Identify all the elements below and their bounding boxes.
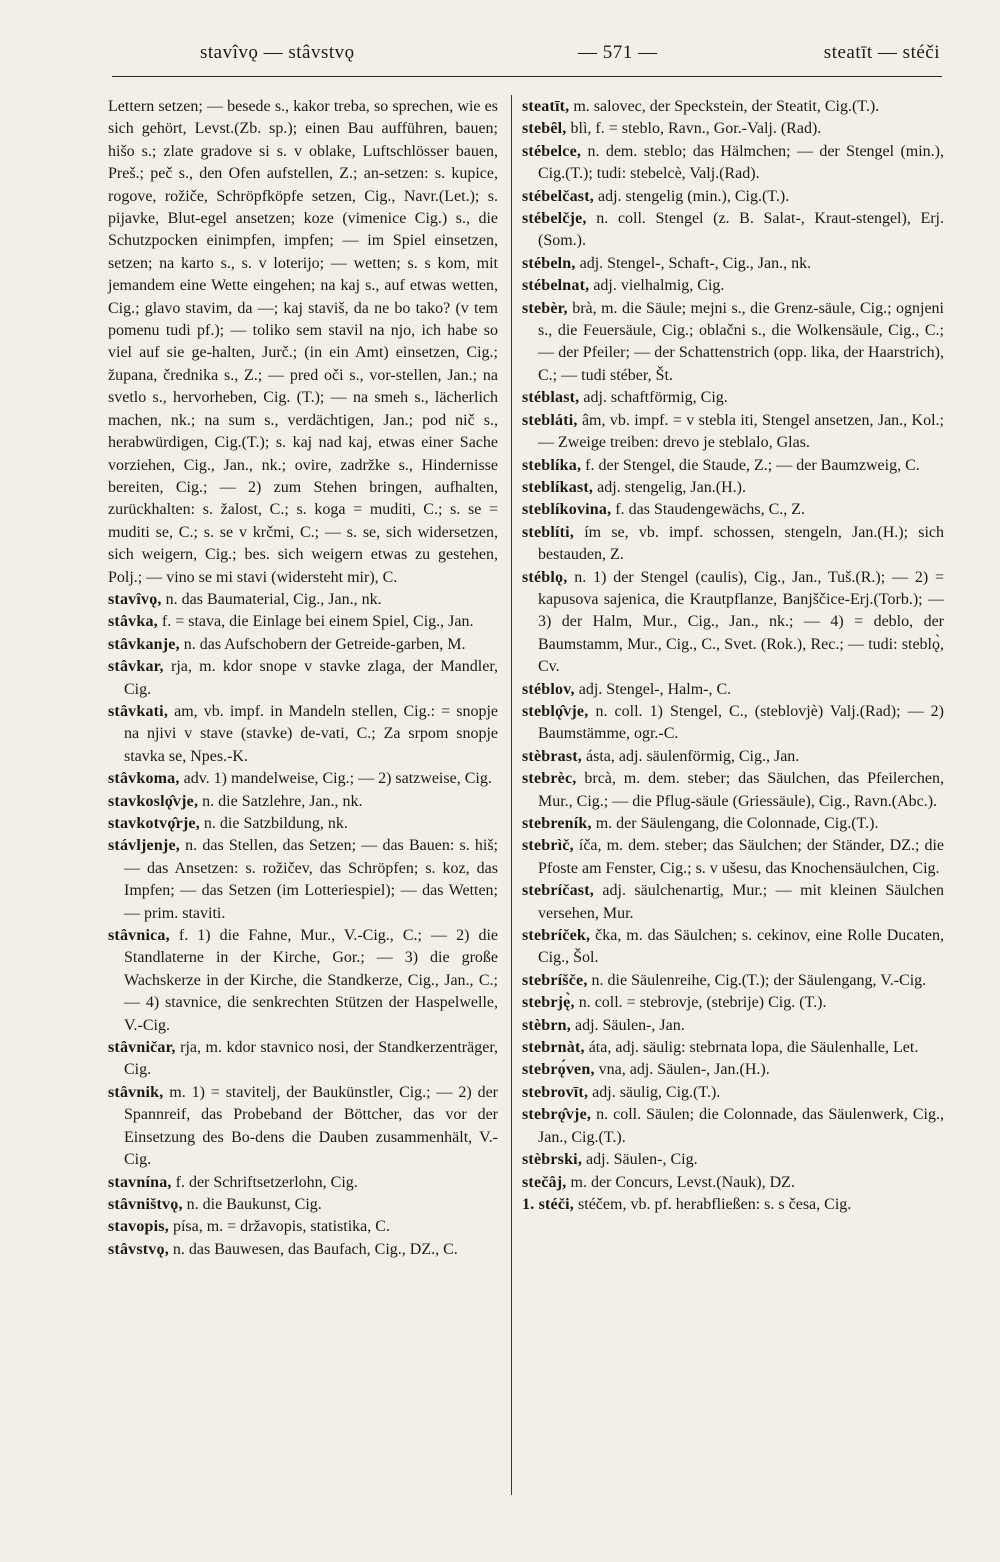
dictionary-entry	[522, 813, 944, 835]
entry-headword: stebrnàt,	[522, 1039, 585, 1057]
dictionary-entry	[108, 634, 498, 656]
dictionary-entry	[522, 1194, 944, 1216]
dictionary-entry	[522, 1082, 944, 1104]
dictionary-entry	[522, 118, 944, 140]
entry-headword: stavnína,	[108, 1173, 172, 1191]
entry-definition: rja, m. kdor stavnico nosi, der Standkerzenträger, Cig.	[124, 1039, 499, 1079]
header-rule	[112, 76, 942, 77]
dictionary-entry	[108, 589, 498, 611]
dictionary-entry	[108, 1172, 498, 1194]
dictionary-entry	[522, 410, 944, 455]
dictionary-entry	[108, 768, 498, 790]
entry-headword: stèbrast,	[522, 747, 583, 765]
entry-definition: n. das Bauwesen, das Baufach, Cig., DZ., C.	[172, 1240, 458, 1258]
dictionary-entry	[522, 701, 944, 746]
entry-definition: n. das Baumaterial, Cig., Jan., nk.	[165, 590, 382, 608]
entry-definition: adj. schaftförmig, Cig.	[583, 389, 728, 407]
dictionary-entry	[522, 298, 944, 388]
entry-headword: stebríčast,	[522, 882, 594, 900]
dictionary-entry	[522, 455, 944, 477]
page-number: — 571 —	[578, 42, 658, 63]
entry-headword: stébeln,	[522, 254, 576, 272]
dictionary-entry	[522, 1037, 944, 1059]
entry-headword: steblǫ̂vje,	[522, 702, 589, 720]
entry-headword: stebrǫ̂vje,	[522, 1106, 592, 1124]
dictionary-entry	[522, 1059, 944, 1081]
entry-definition: m. der Concurs, Levst.(Nauk), DZ.	[570, 1173, 795, 1191]
entry-definition: adj. stengelig (min.), Cig.(T.).	[597, 187, 790, 205]
entry-headword: stebrovīt,	[522, 1083, 589, 1101]
entry-definition: n. coll. 1) Stengel, C., (steblovjè) Valj.(Rad); — 2) Baumstämme, ogr.-C.	[538, 702, 945, 743]
dictionary-entry	[108, 1082, 498, 1172]
dictionary-entry	[108, 656, 498, 701]
entry-definition: blì, f. = steblo, Ravn., Gor.-Valj. (Rad).	[570, 120, 822, 138]
entry-headword: stâvnica,	[108, 927, 170, 945]
entry-definition: adj. Säulen-, Jan.	[574, 1016, 685, 1034]
entry-headword: stebèr,	[522, 299, 568, 317]
entry-headword: stavopis,	[108, 1218, 169, 1236]
entry-definition: f. 1) die Fahne, Mur., V.-Cig., C.; — 2) die Standlaterne in der Kirche, Gor.; — 3) die große Wachskerze in der Kirche, die Standkerze, Cig., Jan., C.; — 4) stavnice, die senkrechten Stützen der Haspelwelle, V.-Cig.	[124, 927, 498, 1034]
entry-definition: n. das Stellen, das Setzen; — das Bauen: s. hiš; — das Ansetzen: s. rožičev, das Schröpfen; s. koz, das Impfen; — das Setzen (im Lotteriespiel); — das Wetten; — prim. staviti.	[124, 837, 498, 922]
entry-headword: steblíti,	[522, 523, 575, 541]
column-divider	[511, 95, 512, 1495]
entry-headword: 1. stéči,	[522, 1195, 575, 1213]
entry-definition: n. coll. Säulen; die Colonnade, das Säulenwerk, Cig., Jan., Cig.(T.).	[538, 1106, 945, 1146]
entry-definition: n. die Säulenreihe, Cig.(T.); der Säulengang, V.-Cig.	[591, 971, 927, 989]
entry-headword: stečâj,	[522, 1173, 567, 1191]
entry-headword: stâvka,	[108, 613, 158, 631]
entry-definition: adj. Stengel-, Halm-, C.	[578, 680, 732, 698]
entry-definition: brà, m. die Säule; mejni s., die Grenz-säule, Cig.; ognjeni s., die Feuersäule, Cig.; oblačni s., die Wolkensäule, Cig., C.; — der Pfeiler; — der Schattenstrich (opp. lika, der Haarstrich), C.; — tudi stéber, Št.	[538, 299, 945, 384]
dictionary-entry	[522, 253, 944, 275]
dictionary-entry	[108, 96, 498, 589]
dictionary-entry	[522, 96, 944, 118]
entry-headword: stébelnat,	[522, 277, 590, 295]
right-column	[522, 96, 944, 1216]
dictionary-entry	[108, 791, 498, 813]
entry-headword: stebrǫ́ven,	[522, 1061, 595, 1079]
entry-headword: stâvkoma,	[108, 770, 180, 788]
entry-definition: adv. 1) mandelweise, Cig.; — 2) satzweise, Cig.	[183, 770, 492, 788]
entry-definition: m. der Säulengang, die Colonnade, Cig.(T.).	[595, 815, 879, 832]
dictionary-entry	[108, 701, 498, 768]
entry-definition: brcà, m. dem. steber; das Säulchen, das Pfeilerchen, Mur., Cig.; — die Pflug-säule (Griessäule), Cig., Ravn.(Abc.).	[538, 770, 945, 810]
entry-definition: n. coll. = stebrovje, (stebrije) Cig. (T.).	[578, 994, 827, 1012]
dictionary-entry	[108, 611, 498, 633]
entry-definition: vna, adj. Säulen-, Jan.(H.).	[598, 1061, 770, 1079]
entry-headword: stâvnik,	[108, 1083, 164, 1101]
entry-headword: stâvništvǫ,	[108, 1195, 183, 1213]
entry-definition: adj. Säulen-, Cig.	[586, 1151, 698, 1169]
entry-definition: âm, vb. impf. = v stebla iti, Stengel ansetzen, Jan., Kol.; — Zweige treiben: drevo je steblalo, Glas.	[538, 411, 944, 452]
dictionary-entry	[522, 567, 944, 679]
entry-headword: stebríček,	[522, 927, 591, 945]
entry-definition: am, vb. impf. in Mandeln stellen, Cig.: = snopje na njivi v stave (stavke) de-vati, C.; Za srpom snopje stavka se, Npes.-K.	[124, 702, 499, 765]
entry-headword: stébelčje,	[522, 210, 587, 228]
dictionary-entry	[108, 835, 498, 925]
entry-definition: adj. säulchenartig, Mur.; — mit kleinen Säulchen versehen, Mur.	[538, 882, 945, 922]
dictionary-entry	[522, 522, 944, 567]
dictionary-entry	[108, 925, 498, 1037]
dictionary-entry	[522, 186, 944, 208]
entry-definition: f. der Stengel, die Staude, Z.; — der Baumzweig, C.	[585, 456, 920, 474]
entry-definition: n. dem. steblo; das Hälmchen; — der Stengel (min.), Cig.(T.); tudi: stebelcè, Valj.(Rad).	[538, 142, 945, 183]
entry-headword: stèbrski,	[522, 1151, 583, 1169]
dictionary-entry	[522, 925, 944, 970]
entry-definition: n. das Aufschobern der Getreide-garben, M.	[183, 635, 466, 653]
left-column	[108, 96, 498, 1261]
entry-headword: stavkoslǫ̂vje,	[108, 792, 199, 810]
entry-headword: stèbrn,	[522, 1016, 571, 1034]
entry-definition: f. = stava, die Einlage bei einem Spiel, Cig., Jan.	[161, 613, 474, 631]
entry-definition: n. die Satzbildung, nk.	[203, 815, 348, 832]
entry-definition: Lettern setzen; — besede s., kakor treba, so sprechen, wie es sich gehört, Levst.(Zb. sp.); einen Bau aufführen, bauen; hišo s.; zlate gradove si s. v oblake, Luftschlösser bauen, Preš.; peč s., den Ofen aufstellen, Z.; an-setzen: s. kupice, rogove, rožiče, Schröpfköpfe setzen, Cig., Navr.(Let.); s. pijavke, Blut-egel ansetzen; koze (vimenice Cig.) s., die Schutzpocken einimpfen, impfen; — im Spiel einsetzen, setzen; na karto s., s. v loterijo; — wetten; s. s kom, mit jemandem eine Wette eingehen; na kaj s., auf etwas wetten, Cig.; glavo stavim, da —; kaj staviš, da ne bo tako? (v tem pomenu tudi pf.); — toliko sem stavil na njo, ich habe so viel auf sie ge-halten, Jurč.; (in ein Amt) einsetzen, Cig.; župana, črednika s., Z.; — pred oči s., vor-stellen, Jan.; na svetlo s., hervorheben, Cig. (T.); — na smeh s., lächerlich machen, nk.; na sum s., verdächtigen, Jan.; pod nič s., herabwürdigen, Cig.(T.); s. kaj nad kaj, etwas einer Sache vorziehen, Cig., Jan., nk.; ovire, zadržke s., Hindernisse bereiten, Cig.; — 2) zum Stehen bringen, aufhalten, zurückhalten: s. žalost, C.; s. koga = muditi, C.; s. se = muditi se, C.; s. se v krčmi, C.; — s. se, sich widersetzen, sich weigern, Cig.; bes. sich weigern etwas zu gestehen, Polj.; — vino se mi stavi (widersteht mir), C.	[108, 98, 498, 586]
entry-definition: rja, m. kdor snope v stavke zlaga, der Mandler, Cig.	[124, 658, 499, 698]
entry-definition: m. 1) = stavitelj, der Baukünstler, Cig.; — 2) der Spannreif, das Probeband der Böttcher, das vor der Einsetzung des Bo-dens die Dauben zusammenhält, V.-Cig.	[124, 1083, 498, 1169]
dictionary-entry	[522, 387, 944, 409]
entry-headword: steatīt,	[522, 98, 570, 115]
entry-definition: adj. Stengel-, Schaft-, Cig., Jan., nk.	[579, 254, 812, 272]
dictionary-entry	[522, 1149, 944, 1171]
running-header	[112, 42, 942, 72]
dictionary-entry	[522, 835, 944, 880]
entry-definition: čka, m. das Säulchen; s. cekinov, eine Rolle Ducaten, Cig., Šol.	[538, 927, 944, 967]
dictionary-entry	[522, 1015, 944, 1037]
entry-headword: stavkotvǫ̂rje,	[108, 815, 200, 832]
dictionary-entry	[522, 880, 944, 925]
entry-headword: stéblast,	[522, 389, 580, 407]
entry-definition: n. 1) der Stengel (caulis), Cig., Jan., Tuš.(R.); — 2) = kapusova sajenica, die Krautpflanze, Banjščice-Erj.(Torb.); — 3) der Halm, Mur., Cig., Jan., nk.; — 4) = deblo, der Baumstamm, Mur., Cig., C., Svet. (Rok.), Rec.; — tudi: steblǫ̀, Cv.	[538, 568, 945, 676]
entry-definition: íča, m. dem. steber; das Säulchen; der Ständer, DZ.; die Pfoste am Fenster, Cig.; s. v ušesu, das Knochensäulchen, Cig.	[538, 837, 945, 877]
entry-definition: adj. säulig, Cig.(T.).	[592, 1083, 721, 1101]
entry-definition: n. die Satzlehre, Jan., nk.	[202, 792, 363, 810]
entry-headword: stavîvǫ,	[108, 590, 162, 608]
dictionary-entry	[522, 746, 944, 768]
dictionary-entry	[522, 970, 944, 992]
entry-definition: f. das Staudengewächs, C., Z.	[615, 501, 806, 519]
entry-definition: m. salovec, der Speckstein, der Steatit, Cig.(T.).	[573, 98, 880, 115]
dictionary-entry	[522, 679, 944, 701]
dictionary-entry	[522, 1172, 944, 1194]
dictionary-entry	[522, 477, 944, 499]
entry-definition: áta, adj. säulig: stebrnata lopa, die Säulenhalle, Let.	[588, 1039, 919, 1057]
entry-definition: stéčem, vb. pf. herabfließen: s. s česa, Cig.	[578, 1195, 852, 1213]
dictionary-entry	[108, 813, 498, 835]
entry-headword: stâvkati,	[108, 702, 169, 720]
entry-headword: stebrèc,	[522, 770, 577, 788]
dictionary-entry	[522, 499, 944, 521]
dictionary-entry	[522, 208, 944, 253]
entry-headword: stebláti,	[522, 411, 578, 429]
entry-headword: stéblov,	[522, 680, 575, 698]
dictionary-entry	[108, 1239, 498, 1261]
entry-definition: adj. stengelig, Jan.(H.).	[597, 478, 746, 496]
entry-headword: stâvstvǫ,	[108, 1240, 169, 1258]
dictionary-entry	[522, 275, 944, 297]
entry-headword: stéblǫ,	[522, 568, 568, 586]
dictionary-entry	[108, 1037, 498, 1082]
dictionary-entry	[522, 141, 944, 186]
entry-definition: písa, m. = državopis, statistika, C.	[172, 1218, 390, 1236]
dictionary-entry	[108, 1194, 498, 1216]
entry-headword: stebȇl,	[522, 120, 567, 138]
entry-definition: n. coll. Stengel (z. B. Salat-, Kraut-stengel), Erj.(Som.).	[538, 210, 944, 250]
entry-headword: stebrję̀,	[522, 994, 575, 1012]
entry-headword: stebrìč,	[522, 837, 574, 855]
header-right-guide: steatīt — stéči	[823, 42, 940, 63]
dictionary-entry	[522, 1104, 944, 1149]
entry-definition: f. der Schriftsetzerlohn, Cig.	[175, 1173, 358, 1191]
entry-definition: adj. vielhalmig, Cig.	[593, 277, 725, 295]
dictionary-entry	[108, 1216, 498, 1238]
entry-headword: stébelce,	[522, 142, 582, 160]
entry-definition: ím se, vb. impf. schossen, stengeln, Jan.(H.); sich bestauden, Z.	[538, 523, 944, 564]
entry-headword: stâvničar,	[108, 1039, 176, 1057]
entry-headword: steblíkovina,	[522, 501, 612, 519]
entry-headword: stebreník,	[522, 815, 592, 832]
entry-definition: n. die Baukunst, Cig.	[186, 1195, 322, 1213]
entry-headword: stâvkar,	[108, 658, 164, 676]
entry-headword: steblíkast,	[522, 478, 594, 496]
header-left-guide: stavîvǫ — stâvstvǫ	[200, 42, 355, 63]
entry-headword: stebríšče,	[522, 971, 588, 989]
entry-headword: stâvkanje,	[108, 635, 180, 653]
entry-headword: steblíka,	[522, 456, 582, 474]
dictionary-entry	[522, 768, 944, 813]
entry-headword: stébelčast,	[522, 187, 594, 205]
entry-headword: stávljenje,	[108, 837, 180, 855]
entry-definition: ásta, adj. säulenförmig, Cig., Jan.	[586, 747, 800, 765]
dictionary-entry	[522, 992, 944, 1014]
